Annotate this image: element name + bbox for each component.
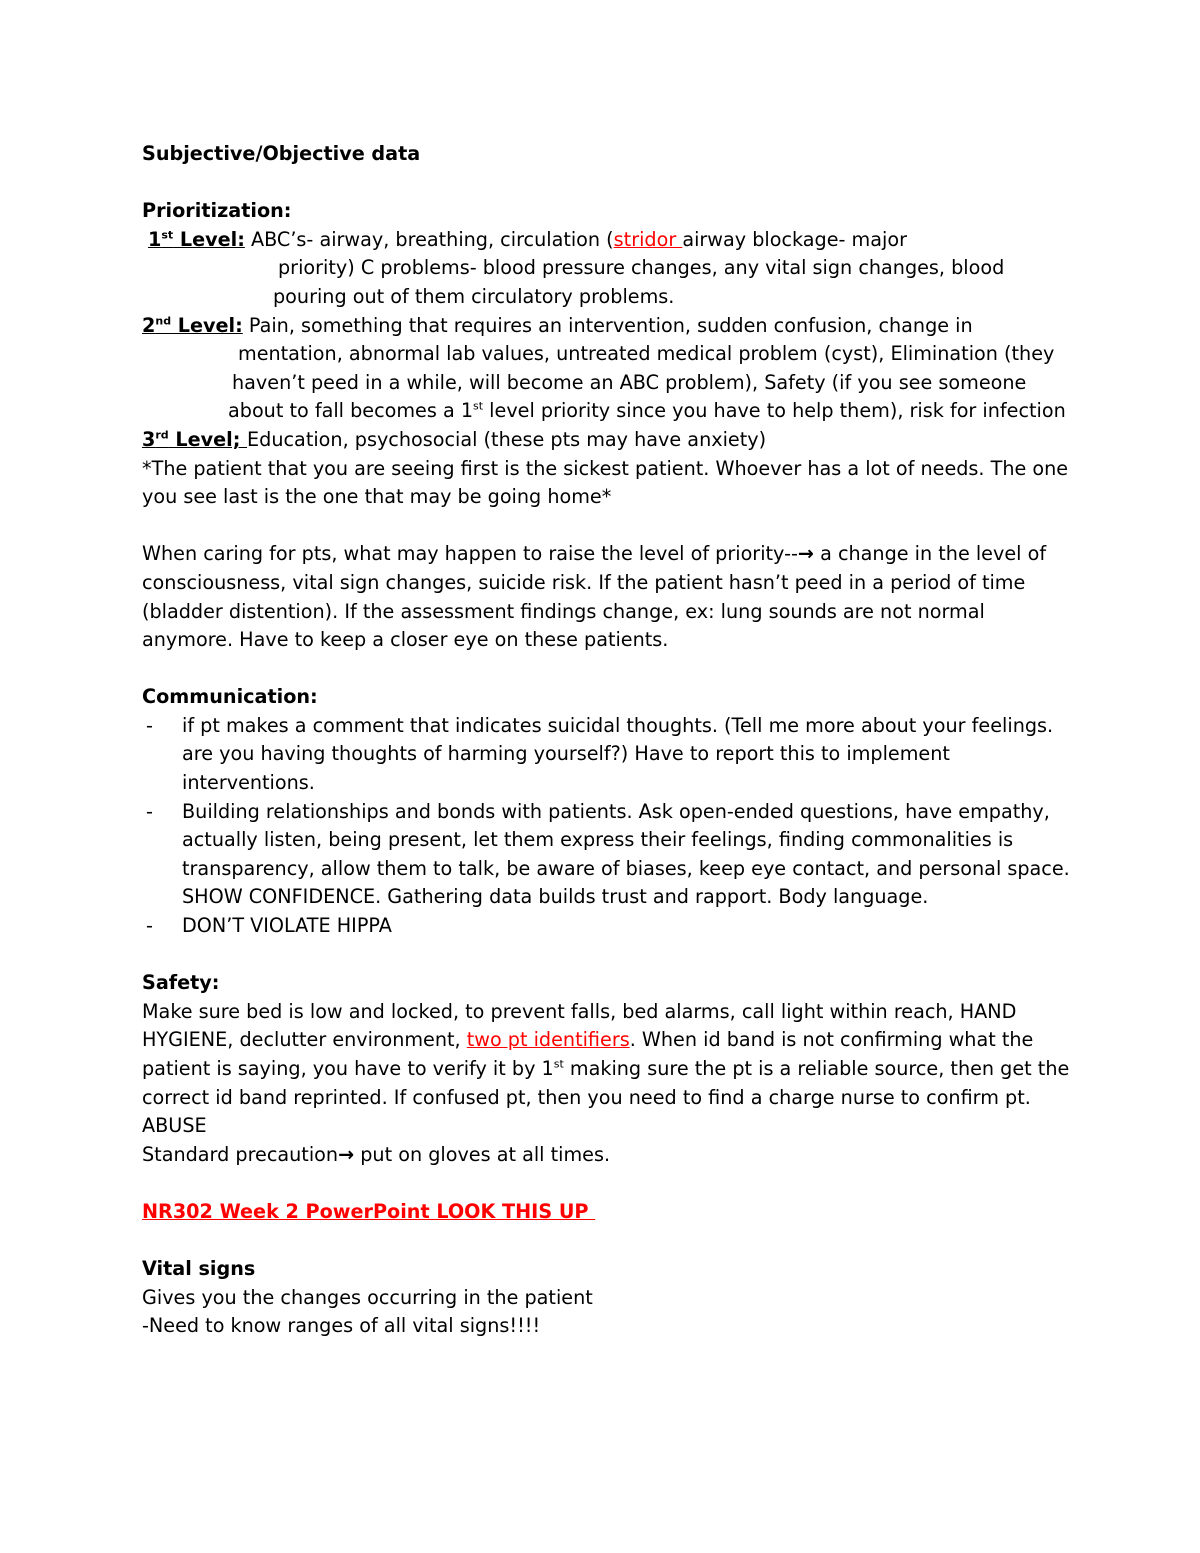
- communication-bullet-2-line2: actually listen, being present, let them express their feelings, finding commonalities is: [182, 828, 1014, 852]
- level2-line4: about to fall becomes a 1st level priority since you have to help them), risk for infection: [228, 399, 1066, 423]
- dash-bullet: -: [146, 799, 153, 823]
- blank-line: [142, 1169, 1080, 1198]
- subjective-objective-heading: Subjective/Objective data: [142, 142, 421, 165]
- level3-label: 3rd Level;: [142, 427, 248, 451]
- priority-note-line1: *The patient that you are seeing first is the sickest patient. Whoever has a lot of needs. The one: [142, 456, 1069, 480]
- blank-line: [142, 512, 1080, 541]
- blank-line: [142, 169, 1080, 198]
- level1-line2: priority) C problems- blood pressure changes, any vital sign changes, blood: [278, 256, 1005, 280]
- vital-signs-line2: -Need to know ranges of all vital signs!!!!: [142, 1314, 541, 1338]
- blank-line: [142, 941, 1080, 970]
- blank-line: [142, 655, 1080, 684]
- safety-line6: Standard precaution→ put on gloves at all times.: [142, 1142, 611, 1166]
- safety-line5: ABUSE: [142, 1114, 207, 1138]
- blank-line: [142, 1227, 1080, 1256]
- arrow-icon: →: [338, 1142, 355, 1166]
- priority-note-line2: you see last is the one that may be going home*: [142, 485, 612, 509]
- level2-label: 2nd Level:: [142, 313, 243, 337]
- communication-bullet-1-line2: are you having thoughts of harming yourself?) Have to report this to implement: [182, 742, 950, 766]
- level3-line1: 3rd Level; Education, psychosocial (these pts may have anxiety): [142, 427, 767, 451]
- level1-label: 1st Level:: [148, 227, 245, 251]
- safety-line2: HYGIENE, declutter environment, two pt identifiers. When id band is not confirming what the: [142, 1028, 1034, 1052]
- safety-line3: patient is saying, you have to verify it by 1st making sure the pt is a reliable source, then get the: [142, 1057, 1070, 1080]
- priority-raise-line2: consciousness, vital sign changes, suicide risk. If the patient hasn’t peed in a period of time: [142, 570, 1026, 594]
- communication-bullet-1-line3: interventions.: [182, 771, 315, 795]
- stridor-link[interactable]: stridor: [613, 227, 683, 251]
- communication-bullet-2-line3: transparency, allow them to talk, be aware of biases, keep eye contact, and personal space.: [182, 856, 1070, 880]
- prioritization-heading: Prioritization:: [142, 199, 292, 223]
- level1-line3: pouring out of them circulatory problems.: [273, 284, 675, 308]
- safety-line1: Make sure bed is low and locked, to prevent falls, bed alarms, call light within reach, HAND: [142, 999, 1017, 1023]
- safety-heading: Safety:: [142, 971, 220, 995]
- nr302-powerpoint-link[interactable]: NR302 Week 2 PowerPoint LOOK THIS UP: [142, 1199, 596, 1223]
- communication-heading: Communication:: [142, 685, 318, 709]
- communication-bullet-2-line4: SHOW CONFIDENCE. Gathering data builds trust and rapport. Body language.: [182, 885, 929, 909]
- priority-raise-line1: When caring for pts, what may happen to raise the level of priority--→ a change in the level of: [142, 542, 1047, 566]
- vital-signs-line1: Gives you the changes occurring in the patient: [142, 1285, 593, 1309]
- arrow-icon: →: [797, 542, 814, 566]
- communication-bullet-1: - if pt makes a comment that indicates suicidal thoughts. (Tell me more about your feelings.: [142, 712, 1080, 741]
- priority-raise-line3: (bladder distention). If the assessment findings change, ex: lung sounds are not normal: [142, 599, 985, 623]
- communication-bullet-3: - DON’T VIOLATE HIPPA: [142, 912, 1080, 941]
- dash-bullet: -: [146, 914, 153, 938]
- vital-signs-heading: Vital signs: [142, 1257, 256, 1281]
- two-pt-identifiers-link[interactable]: two pt identifiers: [466, 1028, 630, 1052]
- level2-line2: mentation, abnormal lab values, untreated medical problem (cyst), Elimination (they: [238, 342, 1055, 366]
- level2-line1: 2nd Level: Pain, something that requires an intervention, sudden confusion, change in: [142, 313, 973, 337]
- level1-line1: 1st Level: ABC’s- airway, breathing, circulation (stridor airway blockage- major: [148, 227, 907, 251]
- safety-line4: correct id band reprinted. If confused pt, then you need to find a charge nurse to confirm pt.: [142, 1085, 1031, 1109]
- level2-line3: haven’t peed in a while, will become an ABC problem), Safety (if you see someone: [232, 370, 1027, 394]
- dash-bullet: -: [146, 713, 153, 737]
- priority-raise-line4: anymore. Have to keep a closer eye on these patients.: [142, 628, 669, 652]
- communication-bullet-2: - Building relationships and bonds with patients. Ask open-ended questions, have empathy,: [142, 798, 1080, 827]
